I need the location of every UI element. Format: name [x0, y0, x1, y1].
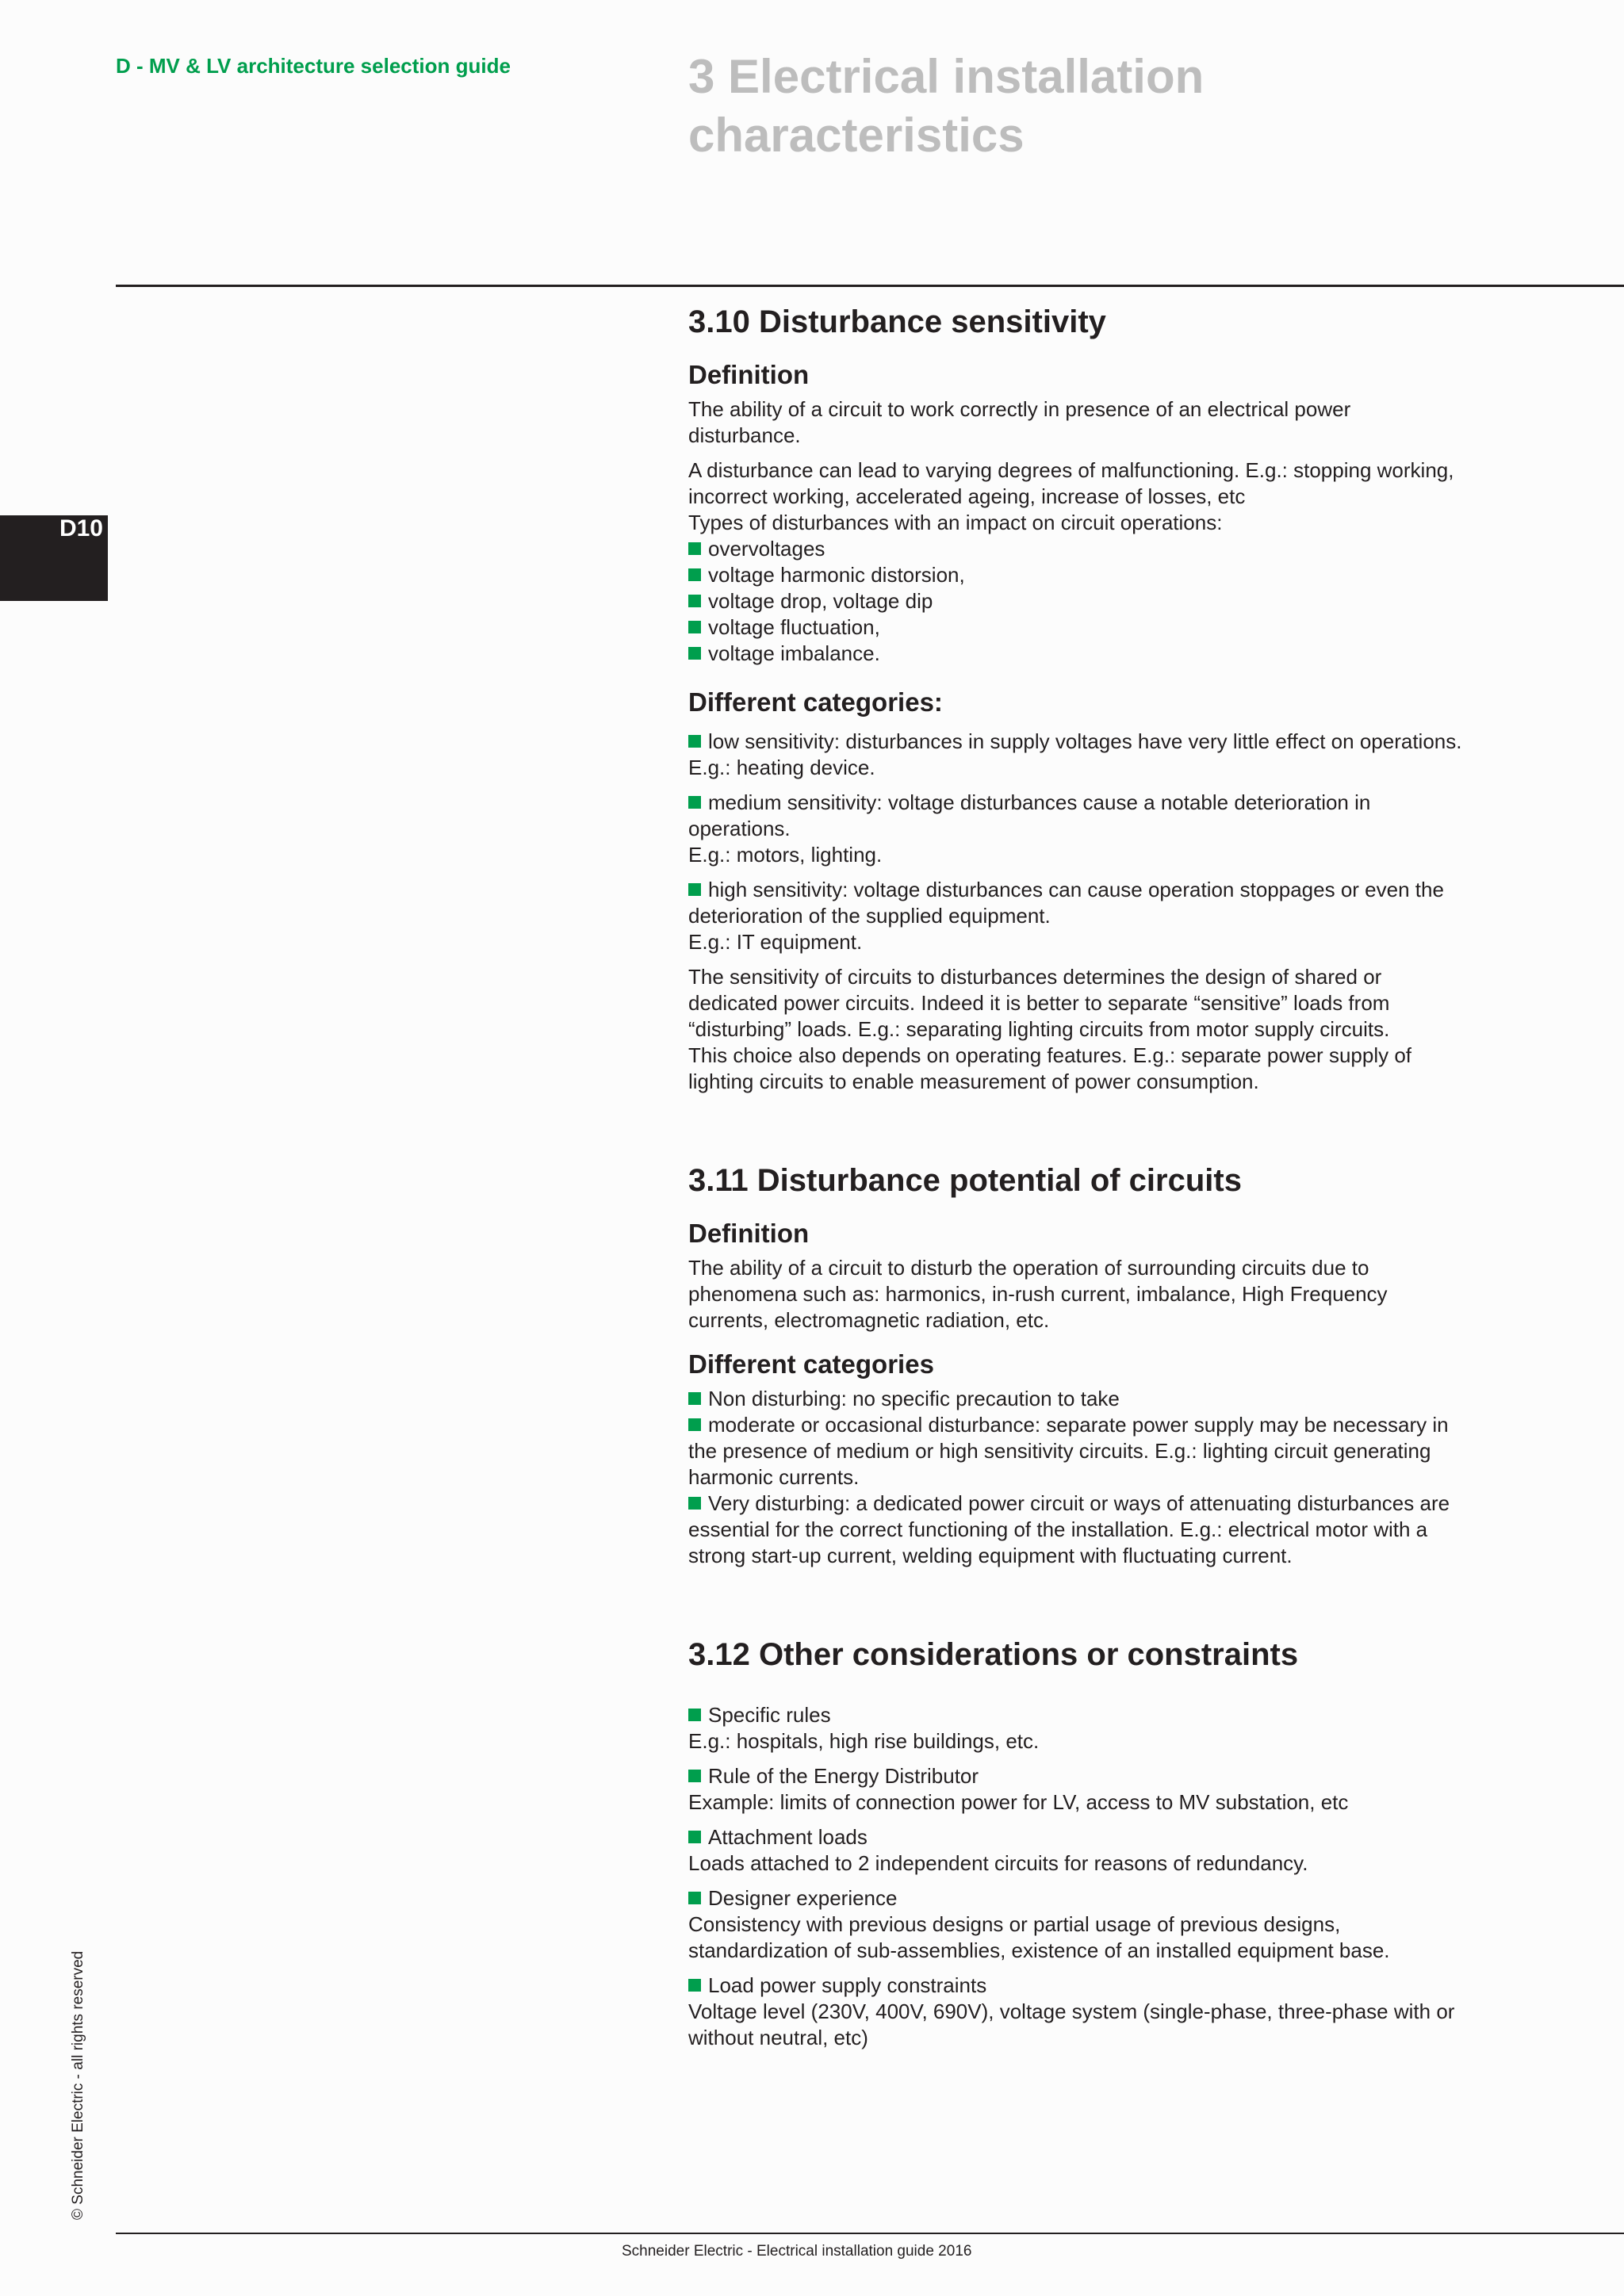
footer-text: Schneider Electric - Electrical installation guide 2016 — [622, 2243, 972, 2260]
paragraph-line: E.g.: heating device. — [688, 756, 875, 779]
bullet-square-icon — [688, 1770, 701, 1782]
paragraph-line: the presence of medium or high sensitivity circuits. E.g.: lighting circuit generating — [688, 1439, 1431, 1463]
list-item: Attachment loads — [688, 1824, 1521, 1850]
list-item: Specific rules — [688, 1702, 1521, 1728]
list-item: voltage fluctuation, — [688, 614, 1521, 641]
list-item: high sensitivity: voltage disturbances can cause operation stoppages or even the — [688, 877, 1521, 903]
section-title: 3.11 Disturbance potential of circuits — [688, 1163, 1242, 1198]
bullet-square-icon — [688, 542, 701, 555]
list-item: overvoltages — [688, 536, 1521, 562]
paragraph-line: The sensitivity of circuits to disturbances determines the design of shared or — [688, 965, 1382, 989]
bullet-square-icon — [688, 735, 701, 748]
list-item: Non disturbing: no specific precaution to take — [688, 1386, 1521, 1412]
list-item: Rule of the Energy Distributor — [688, 1763, 1521, 1789]
guide-section-title: D - MV & LV architecture selection guide — [116, 54, 511, 78]
main-content — [688, 301, 1521, 2051]
paragraph-line: Types of disturbances with an impact on circuit operations: — [688, 511, 1223, 534]
list-item: voltage drop, voltage dip — [688, 588, 1521, 614]
bullet-square-icon — [688, 1392, 701, 1405]
paragraph-line: This choice also depends on operating features. E.g.: separate power supply of — [688, 1043, 1412, 1067]
page-number: D10 — [59, 515, 103, 541]
paragraph-line: without neutral, etc) — [688, 2026, 868, 2049]
paragraph-line: standardization of sub-assemblies, existence of an installed equipment base. — [688, 1938, 1390, 1962]
paragraph-line: E.g.: motors, lighting. — [688, 843, 883, 867]
bullet-square-icon — [688, 796, 701, 809]
chapter-title — [688, 48, 1481, 165]
section-3-10 — [688, 301, 1521, 1095]
paragraph-line: currents, electromagnetic radiation, etc. — [688, 1308, 1050, 1332]
section-title: 3.10 Disturbance sensitivity — [688, 304, 1106, 339]
bullet-square-icon — [688, 1497, 701, 1510]
subsection-title: Different categories: — [688, 687, 943, 717]
paragraph-line: strong start-up current, welding equipment with fluctuating current. — [688, 1544, 1293, 1567]
list-item: low sensitivity: disturbances in supply voltages have very little effect on operations. — [688, 729, 1521, 755]
bullet-square-icon — [688, 1979, 701, 1992]
list-item: moderate or occasional disturbance: separate power supply may be necessary in — [688, 1412, 1521, 1438]
header-divider — [116, 285, 1624, 287]
list-item: Designer experience — [688, 1885, 1521, 1911]
chapter-title-line1: 3 Electrical installation — [688, 50, 1205, 103]
subsection-title: Definition — [688, 360, 810, 389]
page-number-tab — [0, 515, 108, 601]
subsection-title: Definition — [688, 1219, 810, 1248]
bullet-square-icon — [688, 621, 701, 633]
copyright-notice: © Schneider Electric - all rights reserved — [70, 1950, 86, 2220]
paragraph-line: phenomena such as: harmonics, in-rush current, imbalance, High Frequency — [688, 1282, 1388, 1306]
footer-divider — [116, 2233, 1624, 2234]
bullet-square-icon — [688, 595, 701, 607]
bullet-square-icon — [688, 647, 701, 660]
paragraph-line: harmonic currents. — [688, 1465, 860, 1489]
paragraph-line: E.g.: hospitals, high rise buildings, etc. — [688, 1729, 1040, 1753]
section-3-12 — [688, 1634, 1521, 2051]
chapter-title-line2: characteristics — [688, 109, 1025, 162]
paragraph-line: dedicated power circuits. Indeed it is better to separate “sensitive” loads from — [688, 991, 1390, 1015]
list-item: medium sensitivity: voltage disturbances cause a notable deterioration in — [688, 790, 1521, 816]
subsection-title: Different categories — [688, 1349, 934, 1379]
paragraph-line: E.g.: IT equipment. — [688, 930, 863, 954]
list-item: voltage imbalance. — [688, 641, 1521, 667]
bullet-square-icon — [688, 1831, 701, 1843]
paragraph-line: “disturbing” loads. E.g.: separating lighting circuits from motor supply circuits. — [688, 1017, 1390, 1041]
paragraph-line: incorrect working, accelerated ageing, increase of losses, etc — [688, 484, 1246, 508]
section-title: 3.12 Other considerations or constraints — [688, 1637, 1299, 1672]
paragraph-line: lighting circuits to enable measurement of power consumption. — [688, 1070, 1259, 1093]
bullet-square-icon — [688, 568, 701, 581]
paragraph-line: The ability of a circuit to work correctly in presence of an electrical power — [688, 397, 1351, 421]
section-3-11 — [688, 1160, 1521, 1569]
paragraph-line: Voltage level (230V, 400V, 690V), voltage system (single-phase, three-phase with or — [688, 1999, 1455, 2023]
bullet-square-icon — [688, 1418, 701, 1431]
paragraph-line: operations. — [688, 817, 791, 840]
paragraph-line: Consistency with previous designs or partial usage of previous designs, — [688, 1912, 1341, 1936]
bullet-square-icon — [688, 1892, 701, 1904]
list-item: Very disturbing: a dedicated power circuit or ways of attenuating disturbances are — [688, 1490, 1521, 1517]
paragraph-line: essential for the correct functioning of the installation. E.g.: electrical motor with a — [688, 1517, 1428, 1541]
paragraph-line: deterioration of the supplied equipment. — [688, 904, 1051, 928]
paragraph-line: A disturbance can lead to varying degrees of malfunctioning. E.g.: stopping working, — [688, 458, 1454, 482]
paragraph-line: disturbance. — [688, 423, 801, 447]
bullet-square-icon — [688, 883, 701, 896]
list-item: voltage harmonic distorsion, — [688, 562, 1521, 588]
paragraph-line: Example: limits of connection power for LV, access to MV substation, etc — [688, 1790, 1349, 1814]
bullet-square-icon — [688, 1709, 701, 1721]
paragraph-line: Loads attached to 2 independent circuits for reasons of redundancy. — [688, 1851, 1308, 1875]
paragraph-line: The ability of a circuit to disturb the operation of surrounding circuits due to — [688, 1256, 1369, 1280]
list-item: Load power supply constraints — [688, 1973, 1521, 1999]
